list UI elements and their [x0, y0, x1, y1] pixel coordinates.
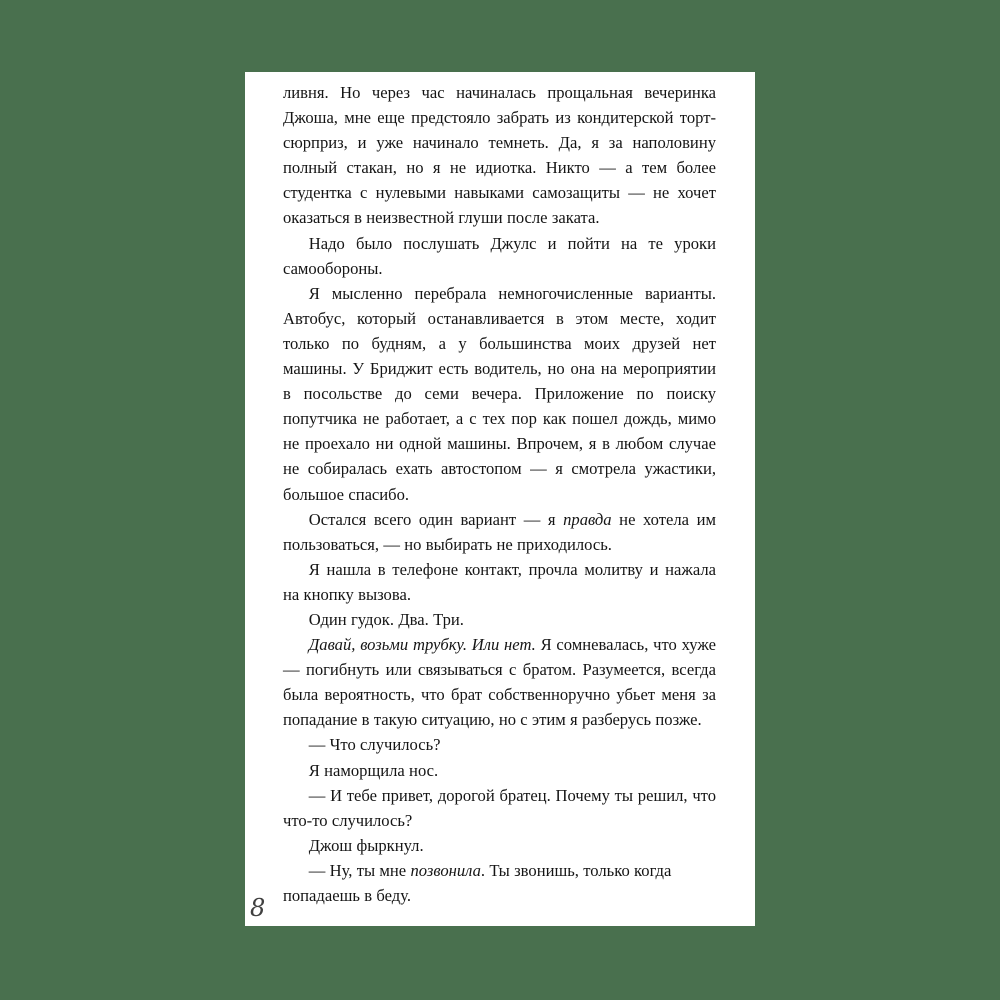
body-paragraph: Я нашла в телефоне контакт, прочла молитву и нажала на кнопку вызова. — [283, 559, 716, 604]
body-paragraph: Надо было послушать Джулс и пойти на те уроки самообороны. — [283, 233, 716, 278]
body-paragraph: Один гудок. Два. Три. — [308, 609, 464, 629]
body-paragraph: Я наморщила нос. — [308, 760, 439, 780]
body-paragraph: ливня. Но через час начиналась прощальная вечеринка Джоша, мне еще предстояло забрать из кондитерской торт-сюрприз, и уже начинало темнеть. Да, я за наполовину полный стакан, но я не идиотка. Никто — а тем более студентка с нулевыми навыками самозащиты — не хочет оказаться в неизвестной глуши после заката. — [283, 83, 716, 228]
body-paragraph: Я мысленно перебрала немногочисленные варианты. Автобус, который останавливается в этом месте, ходит только по будням, а у большинства моих друзей нет машины. У Бриджит есть водитель, но она на мероприятии в посольстве до семи вечера. Приложение по поиску попутчика не работает, а с тех пор как пошел дождь, мимо не проехало ни одной машины. Впрочем, я в любом случае не собиралась ехать автостопом — я смотрела ужастики, большое спасибо. — [283, 283, 716, 504]
body-paragraph: Остался всего один вариант — я правда не хотела им пользоваться, — но выбирать не приходилось. — [283, 509, 716, 554]
emphasised-text: позвонила — [410, 860, 481, 880]
book-page — [245, 72, 755, 926]
body-paragraph: — И тебе привет, дорогой братец. Почему ты решил, что что-то случилось? — [283, 785, 716, 830]
body-paragraph: — Ну, ты мне позвонила. Ты звонишь, только когда попадаешь в беду. — [283, 860, 672, 905]
body-paragraph: Давай, возьми трубку. Или нет. Я сомневалась, что хуже — погибнуть или связываться с братом. Разумеется, всегда была вероятность, что брат собственноручно убьет меня за попадание в такую ситуацию, но с этим я разберусь позже. — [283, 635, 716, 730]
body-paragraph: Джош фыркнул. — [308, 835, 424, 855]
emphasised-text: Давай, возьми трубку. Или нет. — [308, 635, 536, 655]
text-column — [283, 80, 716, 908]
body-paragraph: — Что случилось? — [308, 735, 441, 755]
emphasised-text: правда — [563, 509, 612, 529]
page-folio-number: 8 — [250, 894, 266, 922]
